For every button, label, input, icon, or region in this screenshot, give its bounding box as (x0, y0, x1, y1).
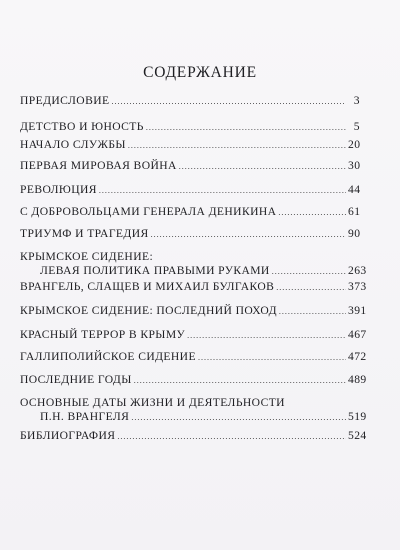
toc-entry-label: С ДОБРОВОЛЬЦАМИ ГЕНЕРАЛА ДЕНИКИНА (20, 205, 277, 218)
toc-entry-page: 3 (353, 94, 360, 107)
toc-entry-label: П.Н. ВРАНГЕЛЯ (40, 410, 130, 423)
toc-entry (20, 205, 360, 219)
toc-entry (20, 373, 367, 387)
toc-entry-label: ГАЛЛИПОЛИЙСКОЕ СИДЕНИЕ (20, 350, 196, 363)
dot-leader (187, 329, 346, 342)
dot-leader (276, 281, 346, 294)
toc-entry-page: 263 (348, 264, 367, 277)
dot-leader (278, 206, 346, 219)
dot-leader (128, 139, 346, 152)
toc-entry-label: РЕВОЛЮЦИЯ (20, 183, 97, 196)
toc-entry-label: ВРАНГЕЛЬ, СЛАЩЕВ И МИХАИЛ БУЛГАКОВ (20, 280, 275, 293)
toc-entry-page: 61 (348, 205, 361, 218)
page-title: СОДЕРЖАНИЕ (143, 64, 257, 81)
dot-leader (146, 121, 346, 134)
toc-entry-label: КРАСНЫЙ ТЕРРОР В КРЫМУ (20, 328, 186, 341)
toc-entry (20, 227, 360, 241)
toc-entry (20, 429, 367, 443)
toc-entry (20, 328, 367, 342)
toc-entry-page: 391 (348, 304, 367, 317)
toc-entry-page: 489 (348, 373, 367, 386)
toc-entry (20, 304, 367, 318)
dot-leader (111, 95, 346, 108)
dot-leader (179, 160, 346, 173)
toc-entry-label: ЛЕВАЯ ПОЛИТИКА ПРАВЫМИ РУКАМИ (40, 264, 270, 277)
toc-entry (20, 138, 360, 152)
toc-entry-label: ТРИУМФ И ТРАГЕДИЯ (20, 227, 149, 240)
dot-leader (272, 265, 346, 278)
toc-entry-label: КРЫМСКОЕ СИДЕНИЕ: ПОСЛЕДНИЙ ПОХОД (20, 304, 277, 317)
toc-entry-page: 467 (348, 328, 367, 341)
toc-entry-page: 30 (348, 159, 361, 172)
toc-entry-page: 373 (348, 280, 367, 293)
toc-entry (20, 350, 367, 364)
toc-entry-label-line1: КРЫМСКОЕ СИДЕНИЕ: (20, 250, 154, 263)
toc-entry-page: 472 (348, 350, 367, 363)
dot-leader (151, 228, 346, 241)
dot-leader (134, 374, 346, 387)
toc-entry-page: 44 (348, 183, 361, 196)
toc-entry-label: ПЕРВАЯ МИРОВАЯ ВОЙНА (20, 159, 177, 172)
dot-leader (117, 430, 346, 443)
toc-entry-label-line1: ОСНОВНЫЕ ДАТЫ ЖИЗНИ И ДЕЯТЕЛЬНОСТИ (20, 396, 285, 409)
toc-entry-label: ДЕТСТВО И ЮНОСТЬ (20, 120, 144, 133)
toc-entry-page: 524 (348, 429, 367, 442)
toc-entry-label: БИБЛИОГРАФИЯ (20, 429, 116, 442)
toc-entry (20, 280, 367, 294)
toc-entry-label: НАЧАЛО СЛУЖБЫ (20, 138, 126, 151)
toc-entry (20, 396, 367, 424)
toc-entry (20, 120, 360, 134)
toc-entry-label: ПОСЛЕДНИЕ ГОДЫ (20, 373, 132, 386)
dot-leader (198, 351, 346, 364)
toc-entry (20, 159, 360, 173)
toc-entry-page: 20 (348, 138, 361, 151)
toc-entry-page: 5 (353, 120, 360, 133)
dot-leader (131, 411, 346, 424)
dot-leader (279, 305, 346, 318)
toc-entry-label: ПРЕДИСЛОВИЕ (20, 94, 110, 107)
toc-entry-page: 90 (348, 227, 361, 240)
dot-leader (99, 184, 346, 197)
toc-entry-page: 519 (348, 410, 367, 423)
toc-entry (20, 250, 367, 278)
toc-entry (20, 183, 360, 197)
toc-entry (20, 94, 360, 108)
